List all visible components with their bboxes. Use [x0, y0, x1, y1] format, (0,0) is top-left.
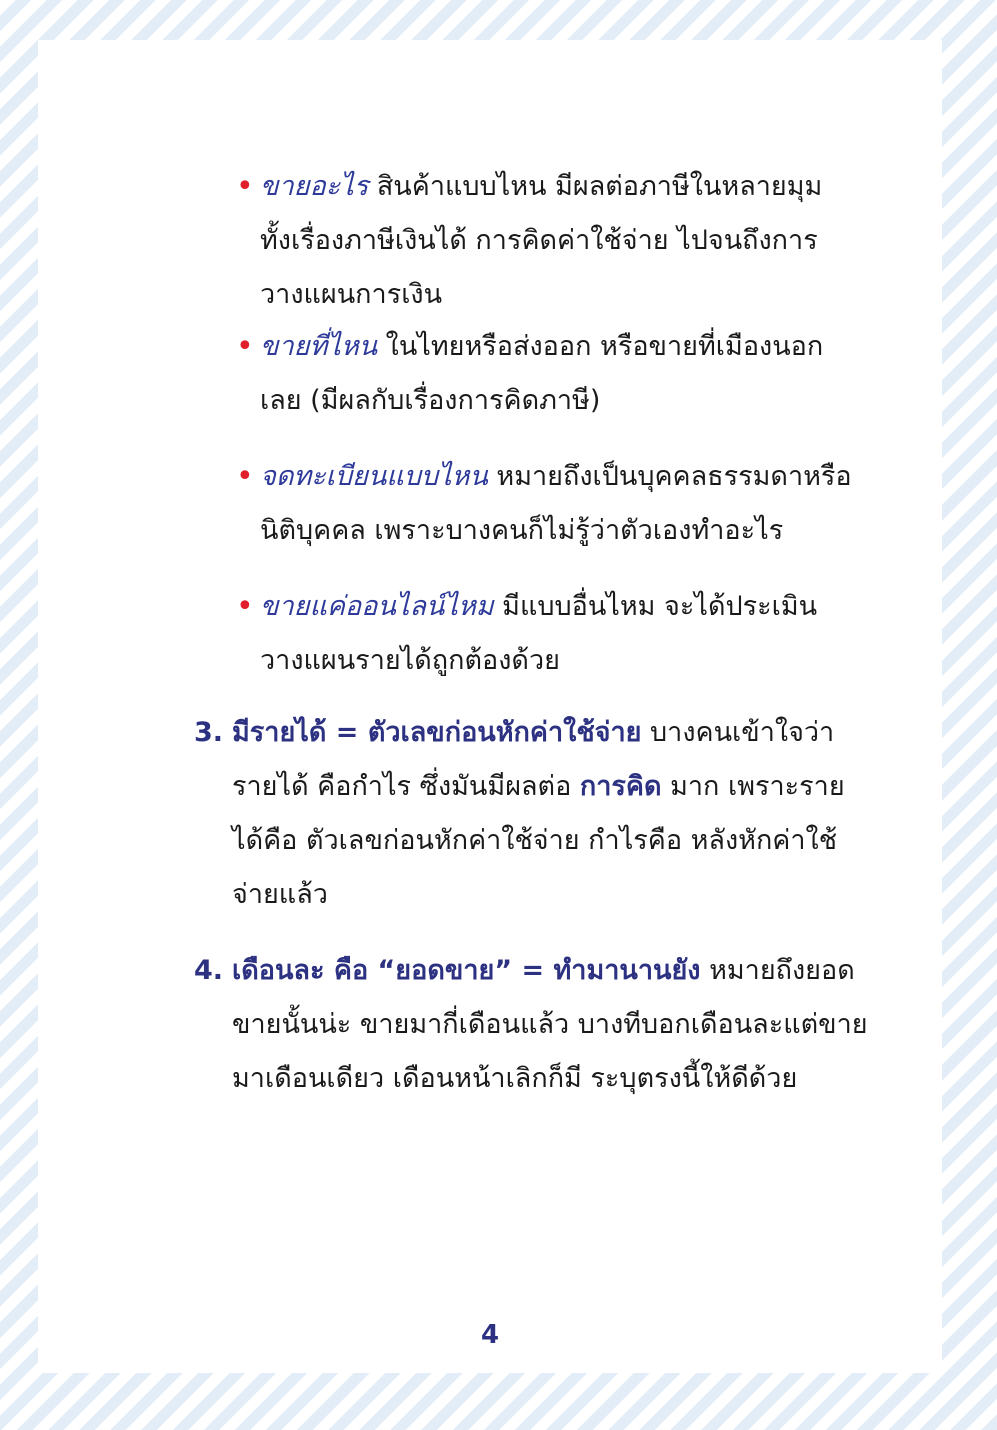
- page-number: 4: [480, 1320, 500, 1350]
- bullet-text: หมายถึงเป็นบุคคลธรรมดาหรือนิติบุคคล เพราะบางคนก็ไม่รู้ว่าตัวเองทำอะไร: [260, 461, 852, 546]
- bullet-dot: •: [236, 459, 254, 494]
- item-highlight: การคิด: [579, 771, 662, 802]
- bullet-emphasis: จดทะเบียนแบบไหน: [260, 461, 488, 492]
- bullet-text: สินค้าแบบไหน มีผลต่อภาษีในหลายมุม ทั้งเรื่องภาษีเงินได้ การคิดค่าใช้จ่าย ไปจนถึงการวางแผนการเงิน: [260, 171, 823, 310]
- bullet-item: [234, 450, 856, 558]
- bullet-dot: •: [236, 329, 254, 364]
- item-number: 3.: [194, 717, 224, 748]
- bullet-emphasis: ขายที่ไหน: [260, 331, 378, 362]
- bullet-item: [234, 160, 856, 322]
- numbered-item: [194, 944, 868, 1106]
- item-heading: มีรายได้ = ตัวเลขก่อนหักค่าใช้จ่าย: [232, 717, 642, 748]
- numbered-item: [194, 706, 868, 922]
- item-heading: เดือนละ คือ “ยอดขาย” = ทำมานานยัง: [232, 955, 701, 986]
- page-content: [38, 40, 942, 1373]
- item-text: หมายถึงยอดขายนั้นน่ะ ขายมากี่เดือนแล้ว บางทีบอกเดือนละแต่ขายมาเดือนเดียว เดือนหน้าเลิกก็มี ระบุตรงนี้ให้ดีด้วย: [232, 955, 868, 1094]
- bullet-text: ในไทยหรือส่งออก หรือขายที่เมืองนอกเลย (มีผลกับเรื่องการคิดภาษี): [260, 331, 824, 416]
- item-text: มาก เพราะรายได้คือ ตัวเลขก่อนหักค่าใช้จ่าย กำไรคือ หลังหักค่าใช้จ่ายแล้ว: [232, 771, 845, 910]
- bullet-dot: •: [236, 169, 254, 204]
- item-text: บางคนเข้าใจว่ารายได้ คือกำไร ซึ่งมันมีผลต่อ: [232, 717, 835, 802]
- page: [38, 40, 942, 1373]
- bullet-emphasis: ขายอะไร: [260, 171, 369, 202]
- bullet-emphasis: ขายแค่ออนไลน์ไหม: [260, 591, 494, 622]
- bullet-dot: •: [236, 589, 254, 624]
- bullet-text: มีแบบอื่นไหม จะได้ประเมินวางแผนรายได้ถูกต้องด้วย: [260, 591, 818, 676]
- bullet-item: [234, 580, 856, 688]
- item-number: 4.: [194, 955, 224, 986]
- bullet-item: [234, 320, 856, 428]
